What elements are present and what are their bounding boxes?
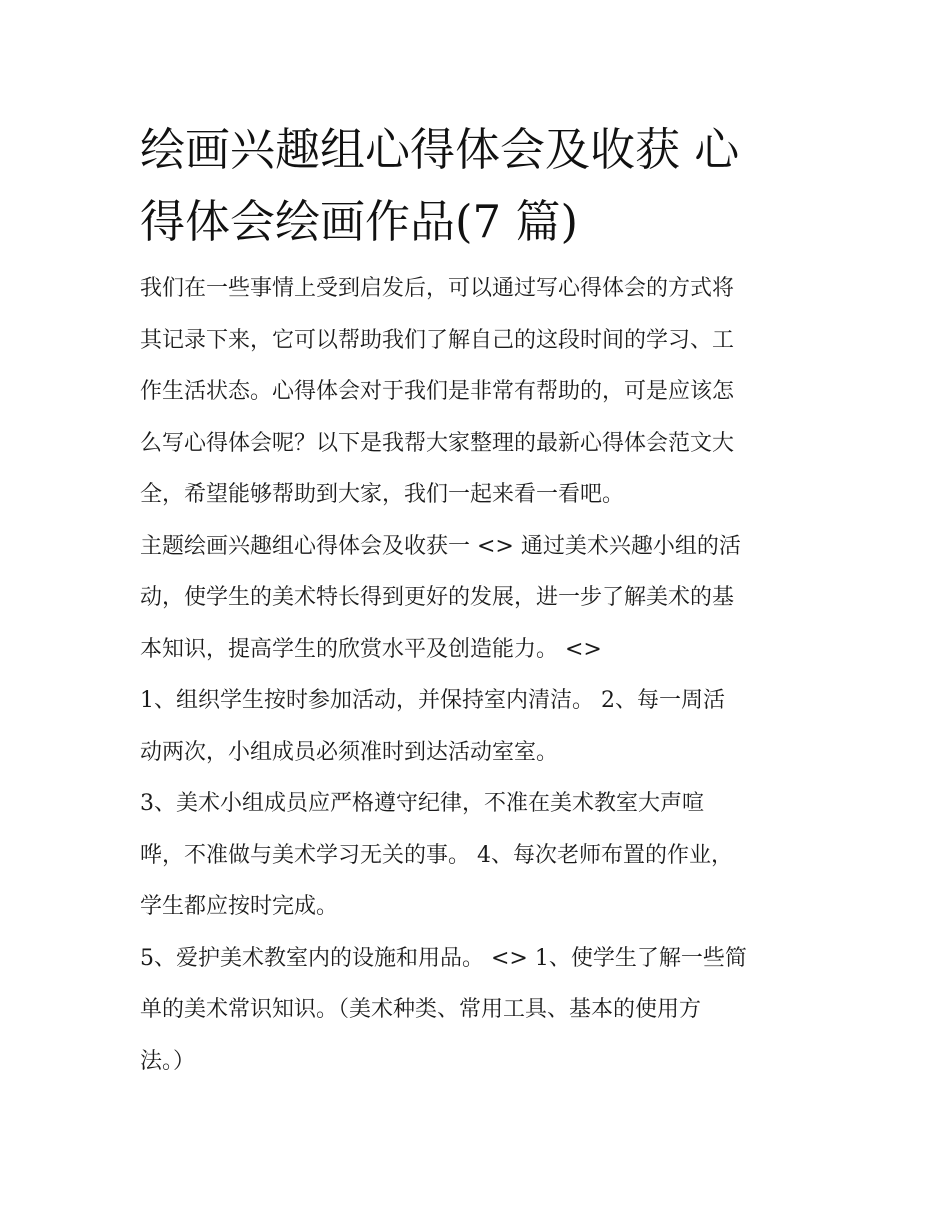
text-line: 动，使学生的美术特长得到更好的发展，进一步了解美术的基: [140, 585, 735, 610]
title-line: 绘画兴趣组心得体会及收获 心: [140, 123, 740, 176]
text-line: 全，希望能够帮助到大家，我们一起来看一看吧。: [140, 482, 625, 507]
text-line: 5、爱护美术教室内的设施和用品。 <> 1、使学生了解一些简: [140, 945, 747, 971]
title-line: 得体会绘画作品(7 篇): [140, 195, 579, 248]
rule-paragraph-3-4: [140, 778, 820, 933]
intro-paragraph: [140, 263, 820, 521]
rule-paragraph-1-2: [140, 675, 820, 778]
text-line: 学生都应按时完成。: [140, 894, 339, 919]
text-line: 作生活状态。心得体会对于我们是非常有帮助的，可是应该怎: [140, 379, 735, 404]
text-line: 动两次，小组成员必须准时到达活动室室。: [140, 739, 559, 765]
text-line: 单的美术常识知识。（美术种类、常用工具、基本的使用方: [140, 997, 702, 1022]
text-line: 其记录下来，它可以帮助我们了解自己的这段时间的学习、工: [140, 327, 735, 353]
text-line: 主题绘画兴趣组心得体会及收获一 <> 通过美术兴趣小组的活: [140, 533, 741, 559]
rule-paragraph-5: [140, 933, 820, 1088]
text-line: 3、美术小组成员应严格遵守纪律，不准在美术教室大声喧: [140, 791, 704, 816]
text-line: 本知识，提高学生的欣赏水平及创造能力。 <>: [140, 636, 602, 662]
text-line: 1、组织学生按时参加活动，并保持室内清洁。 2、每一周活: [140, 688, 725, 713]
document-title: [140, 114, 820, 258]
text-line: 哗，不准做与美术学习无关的事。 4、每次老师布置的作业，: [140, 842, 733, 868]
document-body: [140, 114, 820, 1087]
text-line: 我们在一些事情上受到启发后，可以通过写心得体会的方式将: [140, 276, 735, 301]
text-line: 法。）: [140, 1048, 196, 1074]
text-line: 么写心得体会呢？以下是我帮大家整理的最新心得体会范文大: [140, 430, 735, 456]
theme-paragraph: [140, 521, 820, 676]
